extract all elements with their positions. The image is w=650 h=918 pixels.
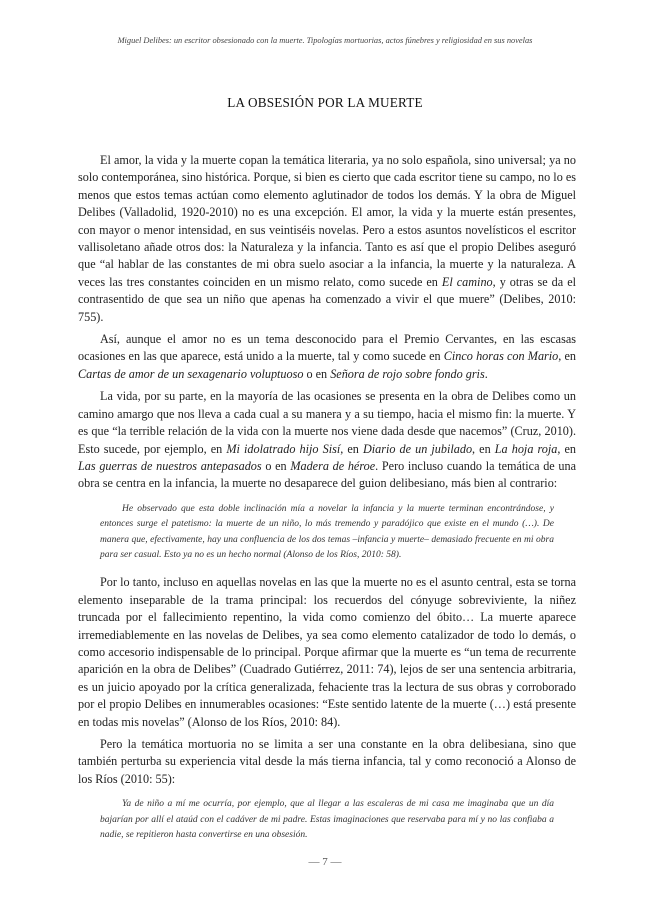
- paragraph: La vida, por su parte, en la mayoría de las ocasiones se presenta en la obra de Delibes como un camino amargo que nos lleva a cada cual a su manera y a su tiempo, hacia el mismo fin: la muerte. Y es que “la terrible relación de la vida con la muerte nos viene dada desde que nacemos” (Cruz, 2010). Esto sucede, por ejemplo, en Mi idolatrado hijo Sisí, en Diario de un jubilado, en La hoja roja, en Las guerras de nuestros antepasados o en Madera de héroe. Pero incluso cuando la temática de una obra se centra en la infancia, la muerte no desaparece del guion delibesiano, más bien al contrario:: [78, 389, 576, 491]
- work-title: Cartas de amor de un sexagenario voluptuoso: [78, 366, 304, 381]
- quote-text: He observado que esta doble inclinación mía a novelar la infancia y la muerte terminan encontrándose, y entonces surge el patetismo: la muerte de un niño, lo más tremendo y paradójico que existe en el mundo (…). De manera que, efectivamente, hay una confluencia de los dos temas –infancia y muerte– demasiado frecuente en mi obra para ser casual. Esto ya no es un hecho normal (Alonso de los Ríos, 2010: 58).: [100, 503, 554, 560]
- work-title: Mi idolatrado hijo Sisí: [226, 441, 341, 456]
- work-title: La hoja roja: [494, 441, 558, 456]
- quote-text: Ya de niño a mí me ocurría, por ejemplo, que al llegar a las escaleras de mi casa me imaginaba que un día bajarían por allí el ataúd con el cadáver de mi padre. Estas imaginaciones que reservaba para mí y no las confiaba a nadie, se repitieron hasta convertirse en una obsesión.: [100, 799, 554, 841]
- running-header: Miguel Delibes: un escritor obsesionado con la muerte. Tipologías mortuorias, actos fúnebres y religiosidad en sus novelas: [117, 36, 533, 45]
- block-quote: [78, 502, 576, 564]
- body-text: [78, 152, 576, 854]
- page-number: — 7 —: [308, 856, 342, 868]
- paragraph: El amor, la vida y la muerte copan la temática literaria, ya no solo española, sino universal; ya no solo contemporánea, sino histórica. Porque, si bien es cierto que cada escritor tiene su campo, no lo es menos que estos temas actúan como elemento aglutinador de todos los demás. Y la obra de Miguel Delibes (Valladolid, 1920-2010) no es una excepción. El amor, la vida y la muerte están presentes, con mayor o menor intensidad, en sus veintiséis novelas. Pero a estos asuntos novelísticos el escritor vallisoletano añade otros dos: la Naturaleza y la infancia. Tanto es así que el propio Delibes aseguró que “al hablar de las constantes de mi obra suelo asociar a la infancia, la muerte y la naturaleza. A veces las tres constantes coinciden en un mismo relato, como sucede en El camino, y otras se da el contrasentido de que sea un niño que apenas ha comenzado a vivir el que muere” (Delibes, 2010: 755).: [78, 153, 576, 324]
- work-title: Las guerras de nuestros antepasados: [78, 458, 262, 473]
- work-title: Diario de un jubilado: [362, 441, 473, 456]
- paragraph: Así, aunque el amor no es un tema desconocido para el Premio Cervantes, en las escasas ocasiones en las que aparece, está unido a la muerte, tal y como sucede en Cinco horas con Mario, en Cartas de amor de un sexagenario voluptuoso o en Señora de rojo sobre fondo gris.: [78, 332, 576, 381]
- block-quote: [78, 797, 576, 843]
- work-title: Señora de rojo sobre fondo gris: [330, 366, 485, 381]
- work-title: El camino: [441, 274, 493, 289]
- work-title: Cinco horas con Mario: [443, 349, 559, 364]
- paragraph: Pero la temática mortuoria no se limita a ser una constante en la obra delibesiana, sino que también perturba su experiencia vital desde la más tierna infancia, tal y como reconoció a Alonso de los Ríos (2010: 55):: [78, 737, 576, 786]
- section-title: LA OBSESIÓN POR LA MUERTE: [227, 95, 423, 110]
- work-title: Madera de héroe: [290, 458, 376, 473]
- paragraph: Por lo tanto, incluso en aquellas novelas en las que la muerte no es el asunto central, esta se torna elemento inseparable de la trama principal: los recuerdos del cónyuge sobreviviente, la niñez truncada por el fallecimiento repentino, la vida como comienzo del óbito… La muerte aparece irremediablemente en las novelas de Delibes, ya sea como elemento catalizador de todo lo demás, o como accesorio indispensable de lo principal. Porque afirmar que la muerte es “un tema de recurrente aparición en la obra de Delibes” (Cuadrado Gutiérrez, 2011: 74), lejos de ser una sentencia arbitraria, es un juicio apoyado por la crítica generalizada, fehaciente tras la lectura de sus obras y corroborado por el propio Delibes en innumerables ocasiones: “Este sentido latente de la muerte (…) está presente en todas mis novelas” (Alonso de los Ríos, 2010: 84).: [78, 575, 576, 729]
